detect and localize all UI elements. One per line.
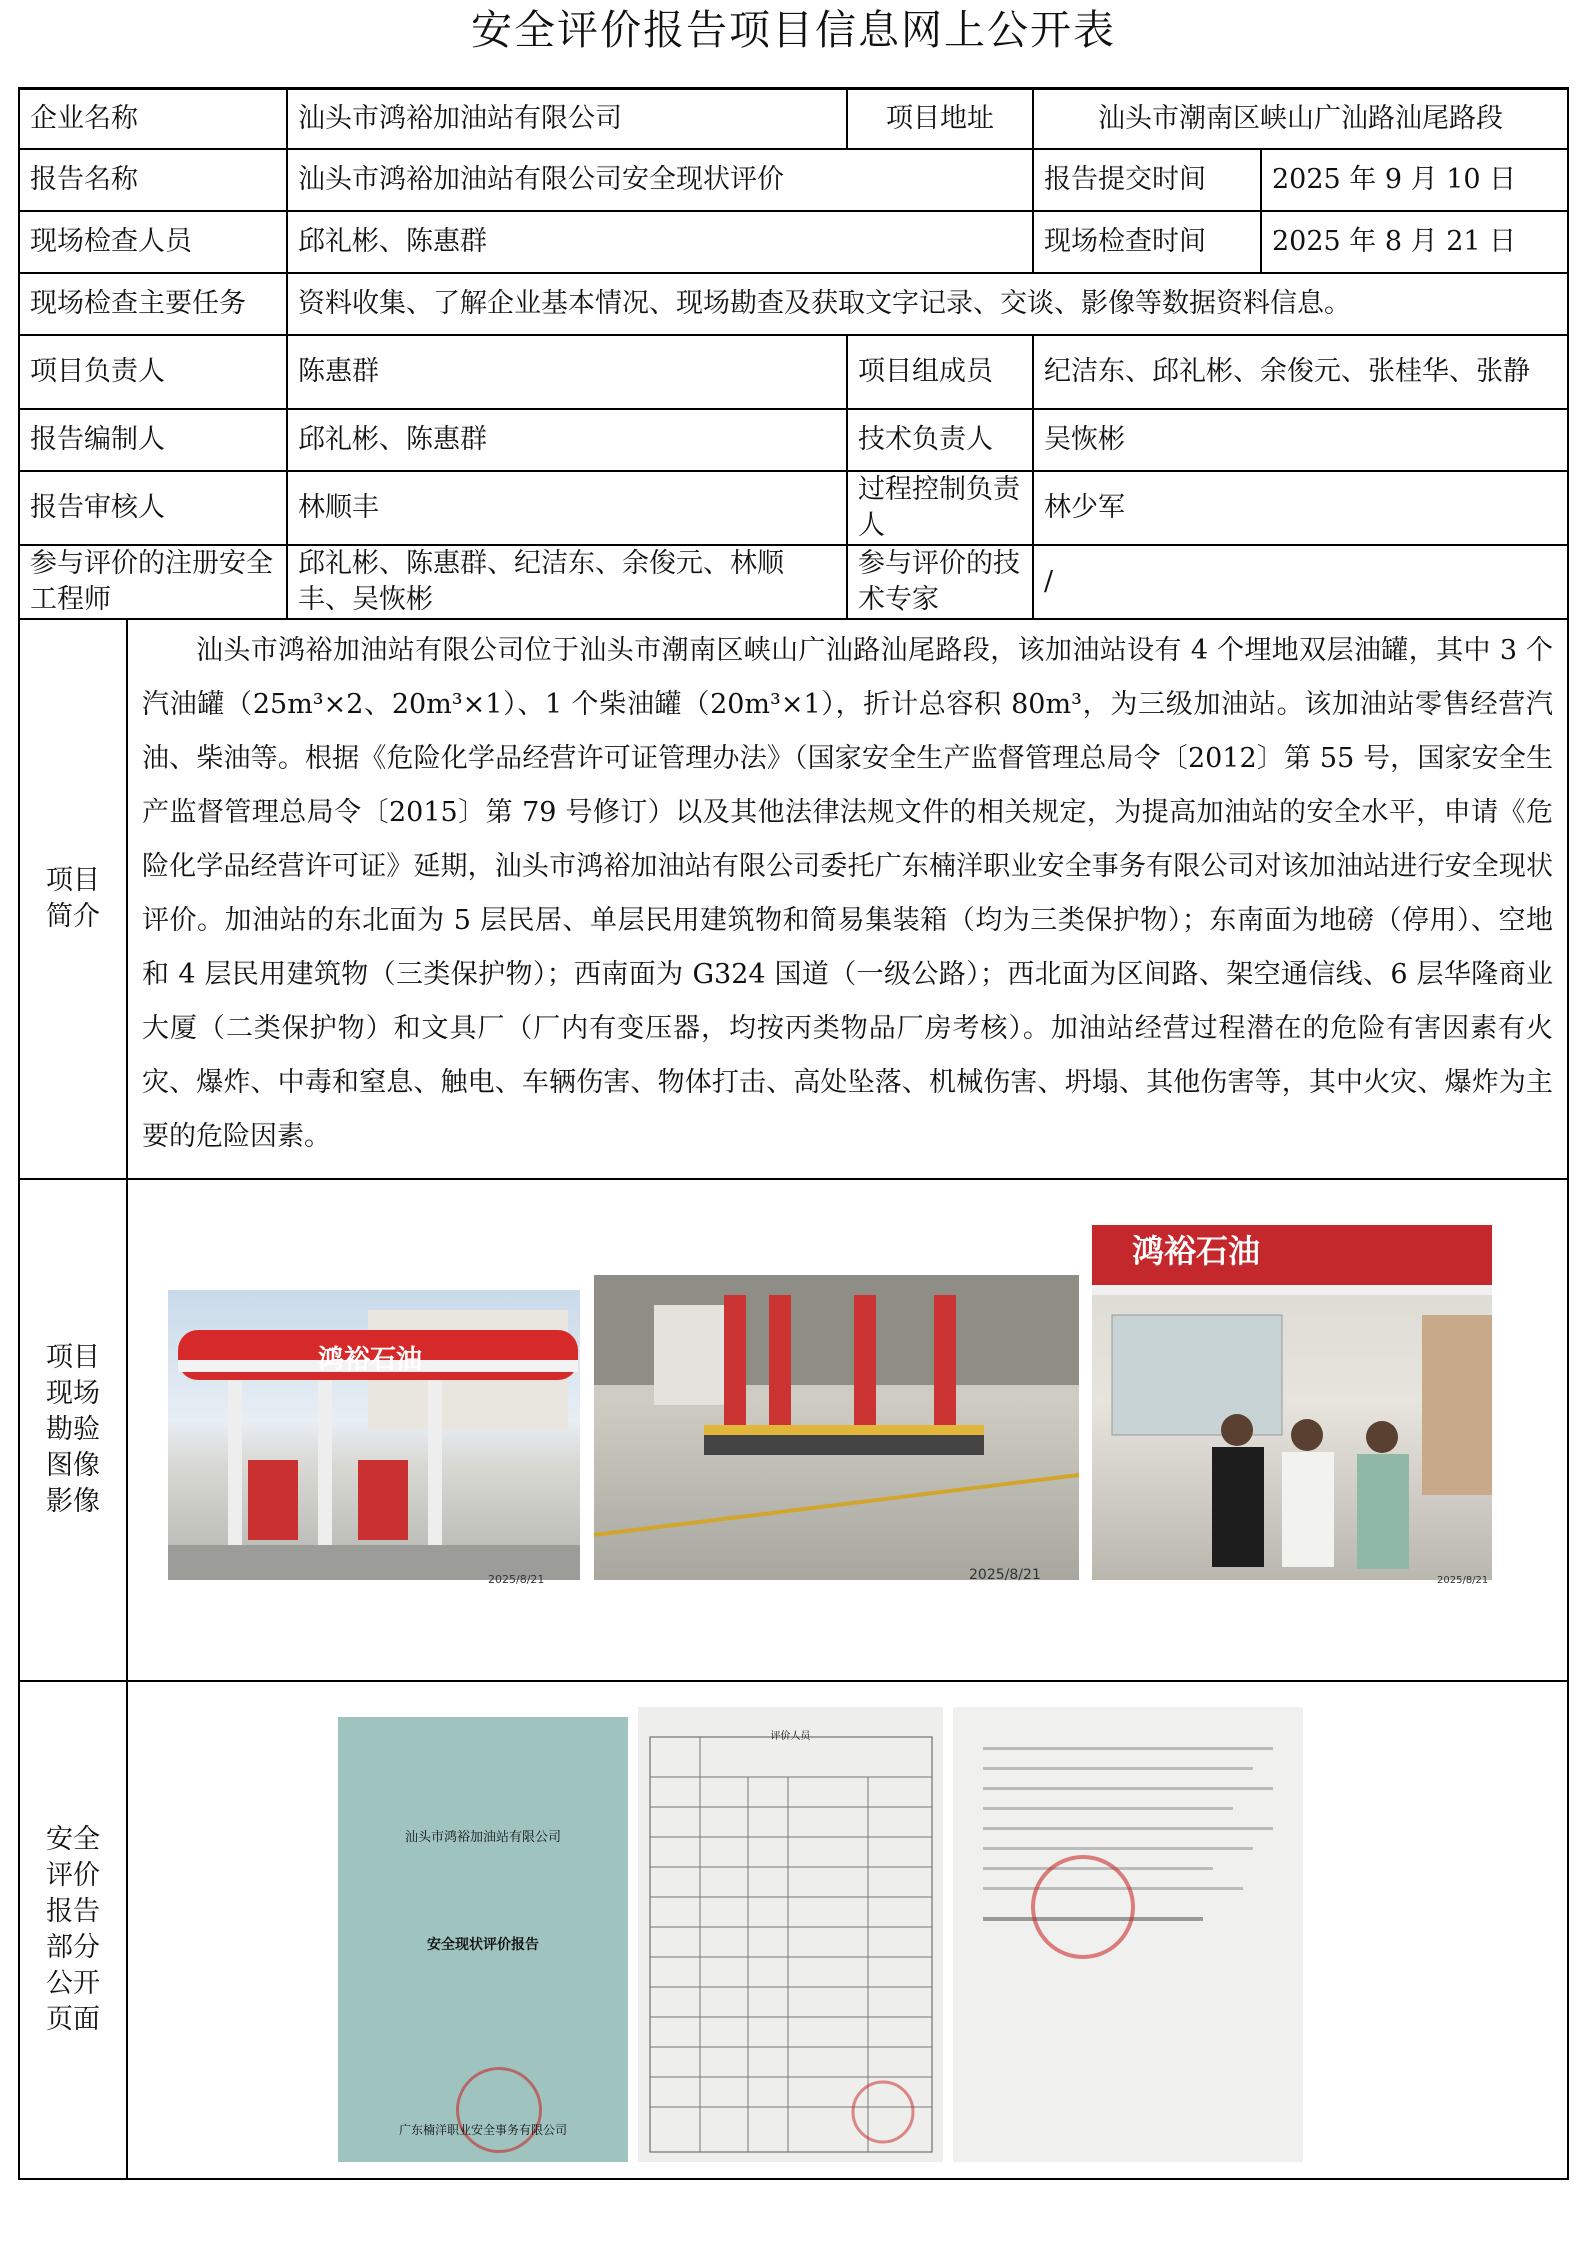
editor-value: 邱礼彬、陈惠群 bbox=[287, 409, 847, 471]
personnel-heading: 评价人员 bbox=[770, 1730, 811, 1742]
personnel-table-icon bbox=[638, 1707, 943, 2162]
intro-text: 汕头市鸿裕加油站有限公司位于汕头市潮南区峡山广汕路汕尾路段，该加油站设有 4 个埋地双层油罐，其中 3 个汽油罐（25m³×2、20m³×1）、1 个柴油罐（20m³×1），折计总容积 80m³，为三级加油站。该加油站零售经营汽油、柴油等。根据《危险化学品经营许可证管理办法》（国家安全生产监督管理总局令〔2012〕第 55 号，国家安全生产监督管理总局令〔2015〕第 79 号修订）以及其他法律法规文件的相关规定，为提高加油站的安全水平，申请《危险化学品经营许可证》延期，汕头市鸿裕加油站有限公司委托广东楠洋职业安全事务有限公司对该加油站进行安全现状评价。加油站的东北面为 5 层民居、单层民用建筑物和简易集装箱（均为三类保护物）；东南面为地磅（停用）、空地和 4 层民用建筑物（三类保护物）；西南面为 G324 国道（一级公路）；西北面为区间路、架空通信线、6 层华隆商业大厦（二类保护物）和文具厂（厂内有变压器，均按丙类物品厂房考核）。加油站经营过程潜在的危险有害因素有火灾、爆炸、中毒和窒息、触电、车辆伤害、物体打击、高处坠落、机械伤害、坍塌、其他伤害等，其中火灾、爆炸为主要的危险因素。 bbox=[127, 619, 1568, 1179]
inspector-label: 现场检查人员 bbox=[19, 211, 287, 273]
conclusion-text-icon bbox=[953, 1707, 1303, 2162]
report-personnel-page bbox=[638, 1707, 943, 2162]
address-value: 汕头市潮南区峡山广汕路汕尾路段 bbox=[1033, 89, 1568, 149]
reviewer-value: 林顺丰 bbox=[287, 471, 847, 545]
report-name-label: 报告名称 bbox=[19, 149, 287, 211]
leader-label: 项目负责人 bbox=[19, 335, 287, 409]
members-label: 项目组成员 bbox=[847, 335, 1033, 409]
cover-issuer: 广东楠洋职业安全事务有限公司 bbox=[398, 2122, 567, 2137]
site-photo-station bbox=[168, 1290, 580, 1586]
experts-label: 参与评价的技术专家 bbox=[847, 545, 1033, 619]
members-value: 纪洁东、邱礼彬、余俊元、张桂华、张静 bbox=[1033, 335, 1568, 409]
company-label: 企业名称 bbox=[19, 89, 287, 149]
experts-value: / bbox=[1033, 545, 1568, 619]
address-label: 项目地址 bbox=[847, 89, 1033, 149]
site-photo-staff bbox=[1092, 1225, 1492, 1586]
staff-photo-icon bbox=[1092, 1225, 1492, 1580]
process-label: 过程控制负责人 bbox=[847, 471, 1033, 545]
task-value: 资料收集、了解企业基本情况、现场勘查及获取文字记录、交谈、影像等数据资料信息。 bbox=[287, 273, 1568, 335]
cover-title: 安全现状评价报告 bbox=[427, 1936, 539, 1953]
staff-photo-sign: 鸿裕石油 bbox=[1132, 1231, 1261, 1270]
submit-time-value: 2025 年 9 月 10 日 bbox=[1261, 149, 1568, 211]
info-table bbox=[18, 87, 1569, 2180]
report-conclusion-page bbox=[953, 1707, 1303, 2162]
inspect-time-label: 现场检查时间 bbox=[1033, 211, 1261, 273]
company-value: 汕头市鸿裕加油站有限公司 bbox=[287, 89, 847, 149]
engineers-value: 邱礼彬、陈惠群、纪洁东、余俊元、林顺丰、吴恢彬 bbox=[287, 545, 847, 619]
photo3-date: 2025/8/21 bbox=[1437, 1574, 1489, 1586]
submit-time-label: 报告提交时间 bbox=[1033, 149, 1261, 211]
inspector-value: 邱礼彬、陈惠群 bbox=[287, 211, 1033, 273]
cover-company: 汕头市鸿裕加油站有限公司 bbox=[404, 1829, 561, 1845]
pump-island-icon bbox=[594, 1275, 1079, 1580]
reviewer-label: 报告审核人 bbox=[19, 471, 287, 545]
photo2-date: 2025/8/21 bbox=[969, 1566, 1041, 1583]
station-sign: 鸿裕石油 bbox=[318, 1344, 423, 1375]
editor-label: 报告编制人 bbox=[19, 409, 287, 471]
process-value: 林少军 bbox=[1033, 471, 1568, 545]
engineers-label: 参与评价的注册安全工程师 bbox=[19, 545, 287, 619]
site-photo-pumps bbox=[594, 1275, 1079, 1583]
station-canopy-icon bbox=[168, 1290, 580, 1580]
inspect-time-value: 2025 年 8 月 21 日 bbox=[1261, 211, 1568, 273]
tech-lead-label: 技术负责人 bbox=[847, 409, 1033, 471]
photo1-date: 2025/8/21 bbox=[488, 1572, 545, 1586]
site-photos-cell bbox=[127, 1179, 1568, 1681]
leader-value: 陈惠群 bbox=[287, 335, 847, 409]
tech-lead-value: 吴恢彬 bbox=[1033, 409, 1568, 471]
report-pages-label: 安全 评价 报告 部分 公开 页面 bbox=[19, 1681, 127, 2179]
page-title: 安全评价报告项目信息网上公开表 bbox=[471, 6, 1116, 54]
task-label: 现场检查主要任务 bbox=[19, 273, 287, 335]
report-name-value: 汕头市鸿裕加油站有限公司安全现状评价 bbox=[287, 149, 1033, 211]
report-cover-page bbox=[338, 1717, 628, 2162]
intro-label: 项目 简介 bbox=[19, 619, 127, 1179]
site-photos-label: 项目 现场 勘验 图像 影像 bbox=[19, 1179, 127, 1681]
report-pages-cell bbox=[127, 1681, 1568, 2179]
